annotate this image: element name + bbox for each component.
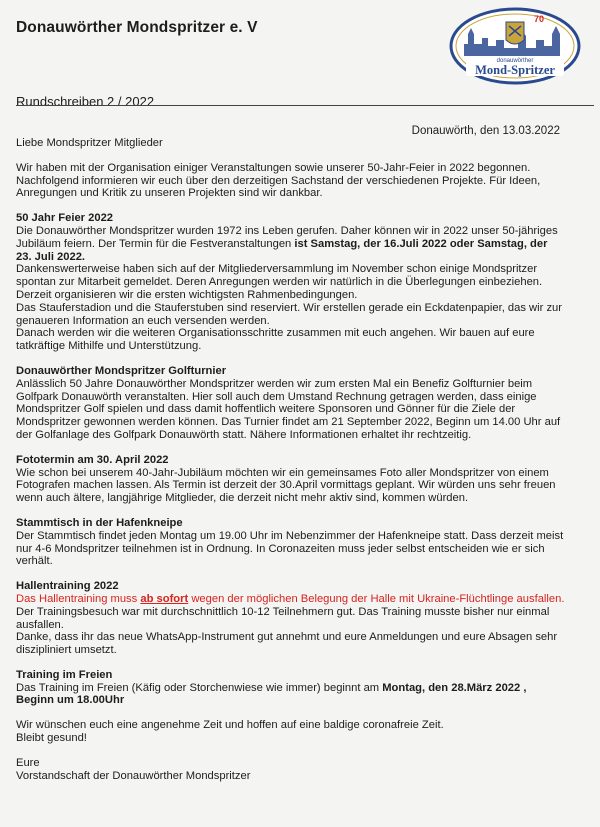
- letter-date: Donauwörth, den 13.03.2022: [411, 125, 560, 137]
- cancellation-notice: Das Hallentraining muss ab sofort wegen der möglichen Belegung der Halle mit Ukraine-Flüchtlinge ausfallen.: [16, 592, 565, 605]
- closing-line: Bleibt gesund!: [16, 732, 87, 745]
- greeting: Liebe Mondspritzer Mitglieder: [16, 137, 163, 149]
- letter-body: [16, 137, 576, 782]
- body-line: der Golfanlage des Golfpark Donauwörth statt. Nähere Informationen erhaltet ihr rechtzeitig.: [16, 428, 472, 441]
- logo-small-text: donauwörther: [496, 58, 534, 64]
- body-line: Mondspritzer gewonnen werden können. Das Turnier findet am 21 September 2022, Beginn um 14.00 Uhr auf: [16, 416, 561, 429]
- body-line: wenn auch ältere, langjährige Mitglieder, die derzeit nicht mehr aktiv sind, kommen würden.: [16, 492, 469, 505]
- document-title: Rundschreiben 2 / 2022: [16, 94, 155, 109]
- body-line: Dankenswerterweise haben sich auf der Mitgliederversammlung im November schon einige Mondspritzer: [16, 263, 538, 276]
- section-heading-50-jahr-feier: 50 Jahr Feier 2022: [16, 212, 114, 225]
- body-line: Mondspritzer Golf spielen und dass damit hoffentlich weitere Sponsoren und Gönner für die Ziele der: [16, 403, 516, 416]
- body-line: tatkräftige Mithilfe und Unterstützung.: [16, 340, 202, 353]
- body-line: Das Training im Freien (Käfig oder Storchenwiese wie immer) beginnt am Montag, den 28.März 2022 ,: [16, 681, 527, 694]
- body-line: diszipliniert umsetzt.: [16, 644, 117, 657]
- mondspritzer-logo: [448, 4, 582, 86]
- closing-line: Wir wünschen euch eine angenehme Zeit und hoffen auf eine baldige coronafreie Zeit.: [16, 719, 444, 732]
- ab-sofort-emphasis: ab sofort: [140, 592, 189, 605]
- body-line: Der Trainingsbesuch war mit durchschnittlich 10-12 Teilnehmern gut. Das Training musste bisher nur einmal: [16, 605, 550, 618]
- intro-line: Wir haben mit der Organisation einiger Veranstaltungen sowie unserer 50-Jahr-Feier in 2022 begonnen.: [16, 161, 531, 174]
- logo-main-text: Mond-Spritzer: [475, 63, 555, 77]
- body-line: Fotografen machen lassen. Als Termin ist derzeit der 30.April vormittags geplant. Wir würden uns sehr freuen: [16, 479, 556, 492]
- body-line: Derzeit organisieren wir die ersten wichtigsten Rahmenbedingungen.: [16, 288, 358, 301]
- body-line: Die Donauwörther Mondspritzer wurden 1972 ins Leben gerufen. Daher können wir in 2022 unser 50-jähriges: [16, 224, 558, 237]
- body-line: Danke, dass ihr das neue WhatsApp-Instrument gut annehmt und eure Anmeldungen und eure Absagen sehr: [16, 631, 558, 644]
- body-line: Golfpark Donauwörth veranstalten. Hier soll auch dem Umstand Rechnung getragen werden, dass einige: [16, 390, 537, 403]
- body-line: 23. Juli 2022.: [16, 250, 86, 263]
- body-line: Wie schon bei unserem 40-Jahr-Jubiläum möchten wir ein gemeinsames Foto aller Mondspritzer von einem: [16, 466, 549, 479]
- body-line: genaueren Information an euch versenden werden.: [16, 314, 270, 327]
- organization-title: Donauwörther Mondspritzer e. V: [16, 19, 258, 36]
- body-line: Jubiläum feiern. Der Termin für die Festveranstaltungen ist Samstag, der 16.Juli 2022 oder Samstag, der: [16, 237, 548, 250]
- signature-line: Eure: [16, 756, 40, 769]
- section-heading-training-im-freien: Training im Freien: [16, 668, 113, 681]
- intro-line: Nachfolgend informieren wir euch über den derzeitigen Sachstand der verschiedenen Projekte. Für Ideen,: [16, 174, 541, 187]
- logo-year-text: 70: [534, 14, 545, 24]
- signature-line: Vorstandschaft der Donauwörther Mondspritzer: [16, 769, 251, 782]
- section-heading-golfturnier: Donauwörther Mondspritzer Golfturnier: [16, 364, 227, 377]
- body-line: Danach werden wir die weiteren Organisationsschritte zusammen mit euch angehen. Wir bauen auf eure: [16, 327, 535, 340]
- body-line: nur 4-6 Mondspritzer teilnehmen ist in Ordnung. In Coronazeiten muss jeder selbst entscheiden wie er sich: [16, 542, 545, 555]
- body-line: Der Stammtisch findet jeden Montag um 19.00 Uhr im Nebenzimmer der Hafenkneipe statt. Dass derzeit meist: [16, 529, 564, 542]
- body-line: verhält.: [16, 555, 53, 568]
- body-line: ausfallen.: [16, 618, 64, 631]
- section-heading-fototermin: Fototermin am 30. April 2022: [16, 453, 169, 466]
- festival-date-bold: ist Samstag, der 16.Juli 2022 oder Samstag, der: [294, 237, 548, 250]
- section-heading-stammtisch: Stammtisch in der Hafenkneipe: [16, 516, 183, 529]
- section-heading-hallentraining: Hallentraining 2022: [16, 580, 119, 593]
- body-line: spontan zur Mitarbeit gemeldet. Deren Anregungen werden wir natürlich in die Überlegungen einbeziehen.: [16, 276, 543, 289]
- training-date-bold: Montag, den 28.März 2022 ,: [382, 681, 527, 694]
- body-line: Das Stauferstadion und die Stauferstuben sind reserviert. Wir erstellen gerade ein Eckdatenpapier, das wir zur: [16, 301, 562, 314]
- body-line: Anlässlich 50 Jahre Donauwörther Mondspritzer werden wir zum ersten Mal ein Benefiz Golfturnier beim: [16, 377, 533, 390]
- intro-line: Anregungen und Kritik zu unseren Projekten sind wir dankbar.: [16, 187, 323, 200]
- header-divider: [16, 105, 594, 106]
- body-line: Beginn um 18.00Uhr: [16, 694, 125, 707]
